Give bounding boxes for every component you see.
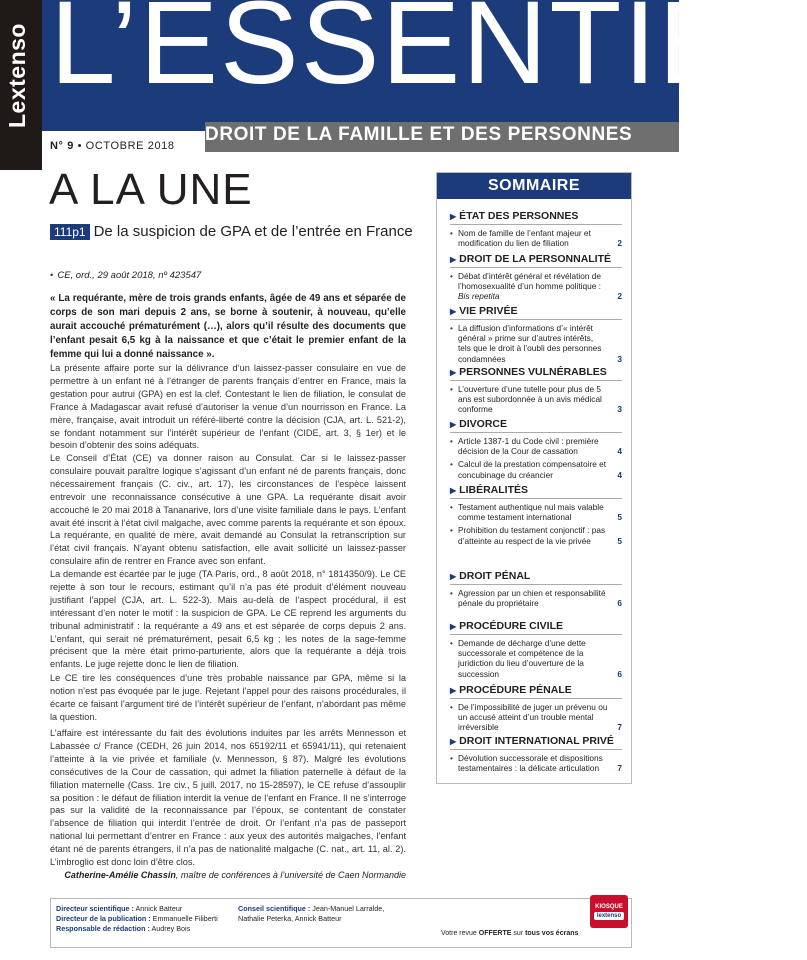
sommaire-section xyxy=(450,735,622,773)
reference-text: CE, ord., 29 août 2018, nº 423547 xyxy=(57,270,202,281)
sommaire-item-text: De l’impossibilité de juger un prévenu ou un accusé atteint d’un trouble mental irréversible xyxy=(458,702,608,733)
promo-part: OFFERTE xyxy=(478,930,512,937)
sommaire-item-text: Agression par un chien et responsabilité pénale du propriétaire xyxy=(458,588,606,609)
section-heading: A LA UNE xyxy=(49,165,253,214)
sommaire-item[interactable] xyxy=(450,228,622,248)
author-name: Catherine-Amélie Chassin xyxy=(64,870,176,880)
sommaire-item[interactable] xyxy=(450,702,622,733)
arrow-icon: ▶ xyxy=(450,572,457,581)
credit-value: Emmanuelle Filiberti xyxy=(152,914,218,923)
arrow-icon: ▶ xyxy=(450,486,457,495)
sommaire-item[interactable] xyxy=(450,525,622,545)
author-title: , maître de conférences à l’université de Caen Normandie xyxy=(175,870,406,880)
sommaire-item-text: Testament authentique nul mais valable comme testament international xyxy=(458,502,604,523)
sommaire-item-text: Débat d’intérêt général et révélation de l’homosexualité d’un homme politique : xyxy=(458,271,601,292)
sommaire-section-title[interactable] xyxy=(450,253,622,268)
arrow-icon: ▶ xyxy=(450,212,457,221)
sommaire-section-title[interactable] xyxy=(450,366,622,381)
sommaire-item[interactable] xyxy=(450,753,622,773)
article-reference xyxy=(50,270,201,281)
sommaire-section xyxy=(450,570,622,608)
footer-credits-right xyxy=(238,904,398,924)
page-number: 4 xyxy=(617,469,622,480)
sommaire-item-text: Dévolution successorale et dispositions testamentaires : la délicate articulation xyxy=(458,753,603,774)
page-number: 3 xyxy=(617,353,622,364)
sommaire-item-text: Calcul de la prestation compensatoire et concubinage du créancier xyxy=(458,459,607,480)
promo-part: tous vos écrans xyxy=(525,930,579,937)
arrow-icon: ▶ xyxy=(450,686,457,695)
arrow-icon: ▶ xyxy=(450,622,457,631)
sommaire-section-title[interactable] xyxy=(450,620,622,635)
bullet-icon: • xyxy=(50,270,54,281)
credit-redaction xyxy=(56,924,236,934)
page-number: 6 xyxy=(617,598,622,609)
credit-label: Directeur scientifique : xyxy=(56,904,134,913)
brand-logo: Lextenso xyxy=(4,23,30,128)
paragraph-5: L’affaire est intéressante du fait des évolutions induites par les arrêts Mennesson et Labassée c/ France (CEDH, 26 juin 2014, nos 65192/11 et 65941/11), qui retenaient l’atteinte à la vie privée et familiale (v. Mennesson, § 87). Malgré les évolutions consécutives de la Cour de cassation, qui admet la filiation paternelle à défaut de la filiation maternelle (Cass. 1re civ., 5 juill. 2017, no 15-28597), le CE refuse d’assouplir sa position : le défaut de filiation interdit la venue de l’enfant en France. Il ne s’interroge pas sur la validité de la reconnaissance par l’époux, se contentant de constater l’absence de filiation qui interdit l’entrée de droit. Or l’enfant n’a pas de passeport national lui permettant d’entrer en France : aux yeux des autorités malgaches, l’enfant étant né de parents étrangers, il n’a pas de nationalité malgache (C. nat., art. 11, al. 2). L’imbroglio est donc loin d’être clos. xyxy=(50,728,406,868)
footer-credits-left xyxy=(56,904,236,934)
paragraph-2: Le Conseil d’État (CE) va donner raison au Consulat. Car si le laissez-passer consulaire pouvait paraître logique s’agissant d’un enfant né de parents français, donc nécessairement français (C. civ., art. 17), les circonstances de l’espèce laissent entrevoir une reconnaissance consécutive à une GPA. La requérante disait avoir accouché le 20 mai 2018 à Tananarive, lors d’une visite familiale dans le pays. L’enfant avait été inscrit à l’état civil malgache, avec comme parents la requérante et son époux. La requérante, en qualité de mère, avait demandé au Consulat la retranscription sur l’état civil français. N’ayant obtenu satisfaction, elle avait sollicité un laissez-passer consulaire afin de rentrer en France avec son enfant. xyxy=(50,453,406,567)
arrow-icon: ▶ xyxy=(450,368,457,377)
issue-info xyxy=(50,140,175,152)
section-title-text: DROIT PÉNAL xyxy=(459,570,531,582)
sommaire-item[interactable] xyxy=(450,384,622,415)
page-number: 5 xyxy=(617,535,622,546)
article-headline xyxy=(50,222,415,242)
sommaire-section xyxy=(450,305,622,364)
page-number: 4 xyxy=(617,446,622,457)
issue-number: N° 9 xyxy=(50,140,74,152)
page-number: 6 xyxy=(617,668,622,679)
credit-label: Responsable de rédaction : xyxy=(56,924,150,933)
section-title-text: PERSONNES VULNÉRABLES xyxy=(459,366,607,378)
section-title-text: DROIT INTERNATIONAL PRIVÉ xyxy=(459,735,614,747)
page-number: 2 xyxy=(617,291,622,302)
credit-publication xyxy=(56,914,236,924)
sommaire-section xyxy=(450,620,622,679)
paragraph-4: Le CE tire les conséquences d’une très probable naissance par GPA, même si la notion n’est pas évoquée par le juge. Rejetant l’appel pour des raisons procédurales, il écarte ce faisant l’argument tiré de l’intérêt supérieur de l’enfant, n’abordant pas même la question. xyxy=(50,673,406,722)
sommaire-section-title[interactable] xyxy=(450,418,622,433)
sommaire-item-text: La diffusion d’informations d’« intérêt général » prime sur d’autres intérêts, tels que le droit à l’oubli des personnes condamnées xyxy=(458,323,602,364)
section-title-text: ÉTAT DES PERSONNES xyxy=(459,210,579,222)
page-number: 7 xyxy=(617,722,622,733)
promo-part: sur xyxy=(513,930,524,937)
arrow-icon: ▶ xyxy=(450,737,457,746)
credit-value: Audrey Bois xyxy=(151,924,191,933)
sommaire-section xyxy=(450,253,622,302)
sommaire-item-text: Nom de famille de l’enfant majeur et modification du lien de filiation xyxy=(458,228,591,249)
arrow-icon: ▶ xyxy=(450,255,457,264)
author-signature xyxy=(50,870,406,880)
sommaire-section xyxy=(450,484,622,546)
sommaire-item[interactable] xyxy=(450,436,622,456)
masthead-title: L’ESSENTIEL xyxy=(50,0,807,109)
sommaire-item[interactable] xyxy=(450,271,622,302)
credit-label: Conseil scientifique : xyxy=(238,904,311,913)
sommaire-section xyxy=(450,366,622,415)
kiosque-brand: lextenso xyxy=(594,912,624,920)
sommaire-item-italic: Bis repetita xyxy=(458,291,500,302)
sommaire-item[interactable] xyxy=(450,588,622,608)
section-title-text: VIE PRIVÉE xyxy=(459,305,518,317)
publication-subtitle: DROIT DE LA FAMILLE ET DES PERSONNES xyxy=(205,124,633,145)
article-quote: « La requérante, mère de trois grands enfants, âgée de 49 ans et séparée de corps de son mari depuis 2 ans, se borne à soutenir, à nouveau, qu’elle aurait accouché prématurément (…), alors qu’il résulte des documents que l’enfant pesait 6,5 kg à la naissance et que c’était le premier enfant de la femme qui lui a donné naissance ». xyxy=(50,293,406,360)
sommaire-item-text: Article 1387-1 du Code civil : première décision de la Cour de cassation xyxy=(458,436,599,457)
section-title-text: PROCÉDURE PÉNALE xyxy=(459,684,572,696)
arrow-icon: ▶ xyxy=(450,420,457,429)
issue-date: • OCTOBRE 2018 xyxy=(77,140,175,152)
sommaire-item[interactable] xyxy=(450,638,622,679)
paragraph-3: La demande est écartée par le juge (TA Paris, ord., 8 août 2018, n° 1814350/9). Le CE rejette à son tour le recours, estimant qu’il n’a pas été produit d’élément nouveau justifiant l’appel (CJA, art. L. 522-3). Mais au-delà de l’aspect procédural, il est intéressant d’en noter le motif : la suspicion de GPA. Le CE reprend les arguments du tribunal administratif : la requérante a 49 ans et est séparée de corps depuis 2 ans. L’enfant, qui serait né prématurément, pesait 6,5 kg ; les notes de la sage-femme précisent que la mère était primo-parturiente, alors que la requérante a déjà trois enfants. Le juge rejette donc le lien de filiation. xyxy=(50,569,406,670)
promo-part: Votre revue xyxy=(441,930,477,937)
sommaire-item[interactable] xyxy=(450,459,622,479)
section-title-text: DIVORCE xyxy=(459,418,507,430)
kiosque-label: KIOSQUE xyxy=(595,904,623,910)
paragraph-1: La présente affaire porte sur la délivrance d’un laissez-passer consulaire en vue de permettre à un enfant né à l’étranger de parents français d’entrer en France, mais la gestation pour autrui (GPA) en est la clef. Contestant le lien de filiation, le consulat de France à Madagascar avait refusé d’autoriser la venue d’un nourrisson en France. La mère, française, avait introduit un référé-liberté contre la décision (CJA, art. L. 521-2), se fondant notamment sur l’intérêt supérieur de l’enfant (CIDE, art. 3, § 1er) et le besoin d’obtenir des soins adéquats. xyxy=(50,363,406,451)
article-title: De la suspicion de GPA et de l’entrée en France xyxy=(93,223,413,240)
promo-text xyxy=(441,930,578,937)
page-number: 2 xyxy=(617,238,622,249)
sommaire-section xyxy=(450,684,622,733)
sommaire-section xyxy=(450,418,622,480)
section-title-text: LIBÉRALITÉS xyxy=(459,484,528,496)
sommaire-section xyxy=(450,210,622,248)
section-title-text: PROCÉDURE CIVILE xyxy=(459,620,564,632)
sommaire-section-title[interactable] xyxy=(450,305,622,320)
sommaire-title: SOMMAIRE xyxy=(437,173,631,199)
sommaire-item[interactable] xyxy=(450,323,622,364)
arrow-icon: ▶ xyxy=(450,307,457,316)
credit-label: Directeur de la publication : xyxy=(56,914,151,923)
page-number: 3 xyxy=(617,404,622,415)
sommaire-section-title[interactable] xyxy=(450,735,622,750)
page-number: 7 xyxy=(617,763,622,774)
credit-directeur xyxy=(56,904,236,914)
sommaire-section-title[interactable] xyxy=(450,684,622,699)
section-title-text: DROIT DE LA PERSONNALITÉ xyxy=(459,253,612,265)
sommaire-section-title[interactable] xyxy=(450,570,622,585)
page-number: 5 xyxy=(617,512,622,523)
sommaire-item-text: Demande de décharge d’une dette successorale et compétence de la juridiction du lieu d’ouverture de la succession xyxy=(458,638,586,679)
credit-value: Annick Batteur xyxy=(135,904,183,913)
kiosque-logo[interactable] xyxy=(590,895,628,928)
sommaire-section-title[interactable] xyxy=(450,484,622,499)
sommaire-item-text: Prohibition du testament conjonctif : pas d’atteinte au respect de la vie privée xyxy=(458,525,606,546)
sommaire-item[interactable] xyxy=(450,502,622,522)
article-tag: 111p1 xyxy=(50,224,90,240)
credit-value: Jean-Manuel Larralde, Nathalie Peterka, Annick Batteur xyxy=(238,904,385,923)
sommaire-section-title[interactable] xyxy=(450,210,622,225)
sommaire-item-text: L’ouverture d’une tutelle pour plus de 5 ans est subordonnée à un avis médical conforme xyxy=(458,384,602,415)
